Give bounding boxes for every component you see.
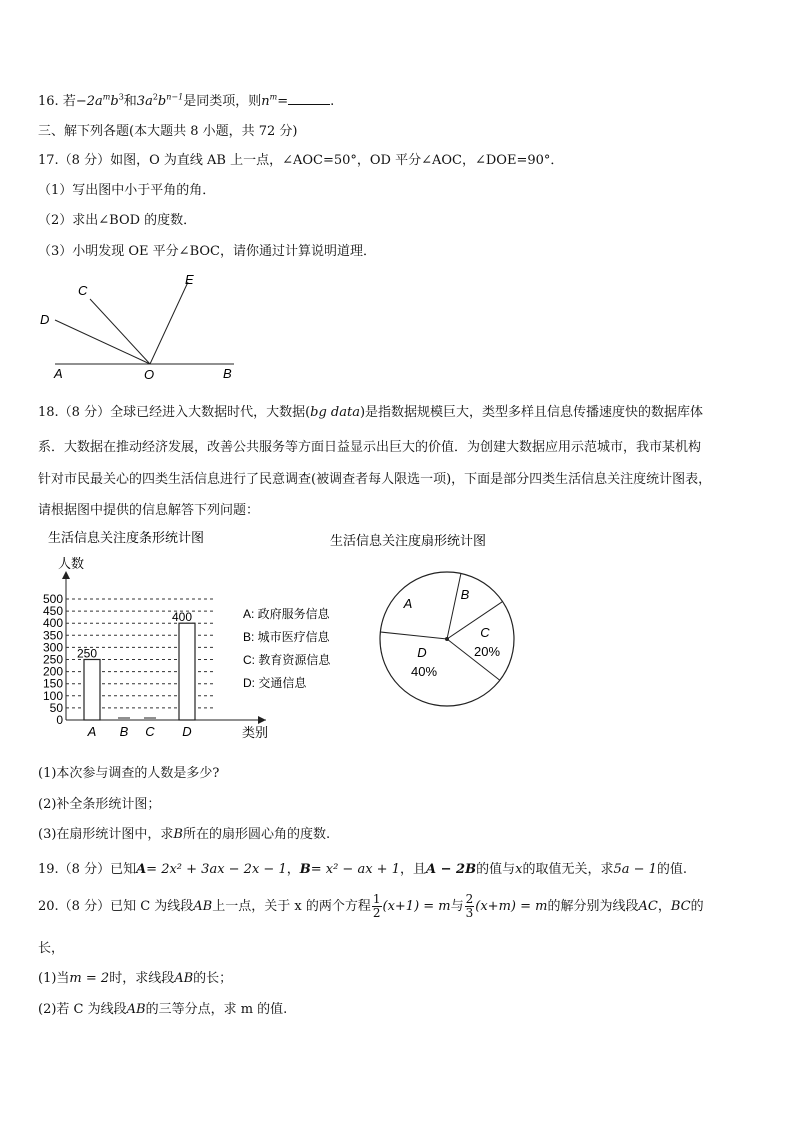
legend-A: A: 政府服务信息 <box>243 607 330 621</box>
label-A: A <box>54 366 63 381</box>
y-axis-label: 人数 <box>58 556 85 571</box>
label-B: B <box>223 366 232 381</box>
label-C: C <box>78 283 88 298</box>
legend-D: D: 交通信息 <box>243 676 307 690</box>
y-tick-label: 150 <box>42 676 63 691</box>
y-tick-label: 350 <box>42 628 63 643</box>
question-17-part1: （1）写出图中小于平角的角． <box>38 183 216 198</box>
category-label-C: C <box>145 724 155 739</box>
ray-OE <box>150 282 188 364</box>
question-18-part1: (1)本次参与调查的人数是多少? <box>38 766 220 781</box>
pie-chart-title: 生活信息关注度扇形统计图 <box>330 533 487 548</box>
y-tick-label: 0 <box>56 713 63 727</box>
data-label-A: 250 <box>76 646 98 661</box>
slice-percent-D: 40% <box>410 664 438 679</box>
bar-D <box>179 623 195 720</box>
y-tick-label: 100 <box>42 688 63 703</box>
question-20-line2: 长， <box>38 941 65 956</box>
question-18-part2: (2)补全条形统计图； <box>38 797 161 812</box>
legend-C: C: 教育资源信息 <box>243 653 331 667</box>
slice-label-A: A <box>403 596 413 611</box>
label-O: O <box>144 367 155 382</box>
data-label-D: 400 <box>171 610 193 625</box>
y-tick-label: 200 <box>42 664 63 679</box>
legend-B: B: 城市医疗信息 <box>243 630 330 644</box>
question-17-stem: 17.（8 分）如图，O 为直线 AB 上一点，∠AOC=50°，OD 平分∠AOC，∠DOE=90°． <box>38 153 564 168</box>
slice-label-C: C <box>480 625 490 640</box>
label-D: D <box>40 312 50 327</box>
pie-center <box>445 637 449 641</box>
question-17-part2: （2）求出∠BOD 的度数． <box>38 213 197 228</box>
pie-chart <box>330 528 530 708</box>
bar-chart-title: 生活信息关注度条形统计图 <box>48 530 205 545</box>
ray-OD <box>55 320 150 364</box>
y-tick-label: 300 <box>42 640 63 655</box>
question-20-line1: 20.（8 分）已知 C 为线段AB上一点，关于 x 的两个方程 $\frac{1}{2}$ (x+1) = m与 $\frac{2}{3}$ (x+m) = m的解分别为线段AC，BC的 <box>38 892 704 920</box>
fraction-1-2: $\frac{1}{2}$ <box>372 892 381 920</box>
answer-blank <box>288 93 330 105</box>
x-axis-label: 类别 <box>242 725 269 740</box>
category-label-B: B <box>119 724 129 739</box>
question-16: 16. 若$-2a^mb^3$和$3a^2b^{n-1}$是同类项，则$n^m=$ . <box>38 92 335 109</box>
x-axis-arrow <box>258 716 266 724</box>
y-tick-label: 500 <box>42 592 63 606</box>
bar-chart <box>30 525 375 747</box>
question-18-part3: (3)在扇形统计图中，求B所在的扇形圆心角的度数. <box>38 827 331 842</box>
question-20-part2: (2)若 C 为线段AB的三等分点，求 m 的值. <box>38 1002 288 1017</box>
fraction-2-3: $\frac{2}{3}$ <box>465 892 474 920</box>
question-20-part1: (1)当m = 2时，求线段AB的长； <box>38 971 233 986</box>
question-18-line2: 系．大数据在推动经济发展，改善公共服务等方面日益显示出巨大的价值．为创建大数据应用示范城市，我市某机构 <box>38 440 702 455</box>
question-18-line4: 请根据图中提供的信息解答下列问题： <box>38 503 260 518</box>
y-tick-label: 400 <box>42 616 63 631</box>
question-18-line3: 针对市民最关心的四类生活信息进行了民意调查(被调查者每人限选一项)，下面是部分四类生活信息关注度统计图表， <box>38 472 712 487</box>
y-tick-label: 250 <box>42 652 63 667</box>
question-18-line1: 18.（8 分）全球已经进入大数据时代，大数据(bg data)是指数据规模巨大，类型多样且信息传播速度快的数据库体 <box>38 405 704 420</box>
slice-label-B: B <box>460 587 470 602</box>
question-19: 19.（8 分）已知A= 2x² + 3ax − 2x − 1，B= x² − ax + 1，且A − 2B的值与x的取值无关，求5a − 1的值. <box>38 862 688 877</box>
section-heading: 三、解下列各题(本大题共 8 小题，共 72 分) <box>38 124 298 139</box>
question-17-part3: （3）小明发现 OE 平分∠BOC，请你通过计算说明道理． <box>38 244 376 259</box>
ray-OC <box>90 299 150 364</box>
bar-A <box>84 660 100 721</box>
slice-percent-C: 20% <box>473 644 501 659</box>
slice-label-D: D <box>417 645 427 660</box>
category-label-A: A <box>87 724 97 739</box>
y-tick-label: 450 <box>42 604 63 619</box>
y-tick-label: 50 <box>49 700 63 715</box>
category-label-D: D <box>182 724 192 739</box>
y-axis-arrow <box>62 571 70 579</box>
label-E: E <box>185 272 194 287</box>
angle-diagram <box>30 268 250 383</box>
